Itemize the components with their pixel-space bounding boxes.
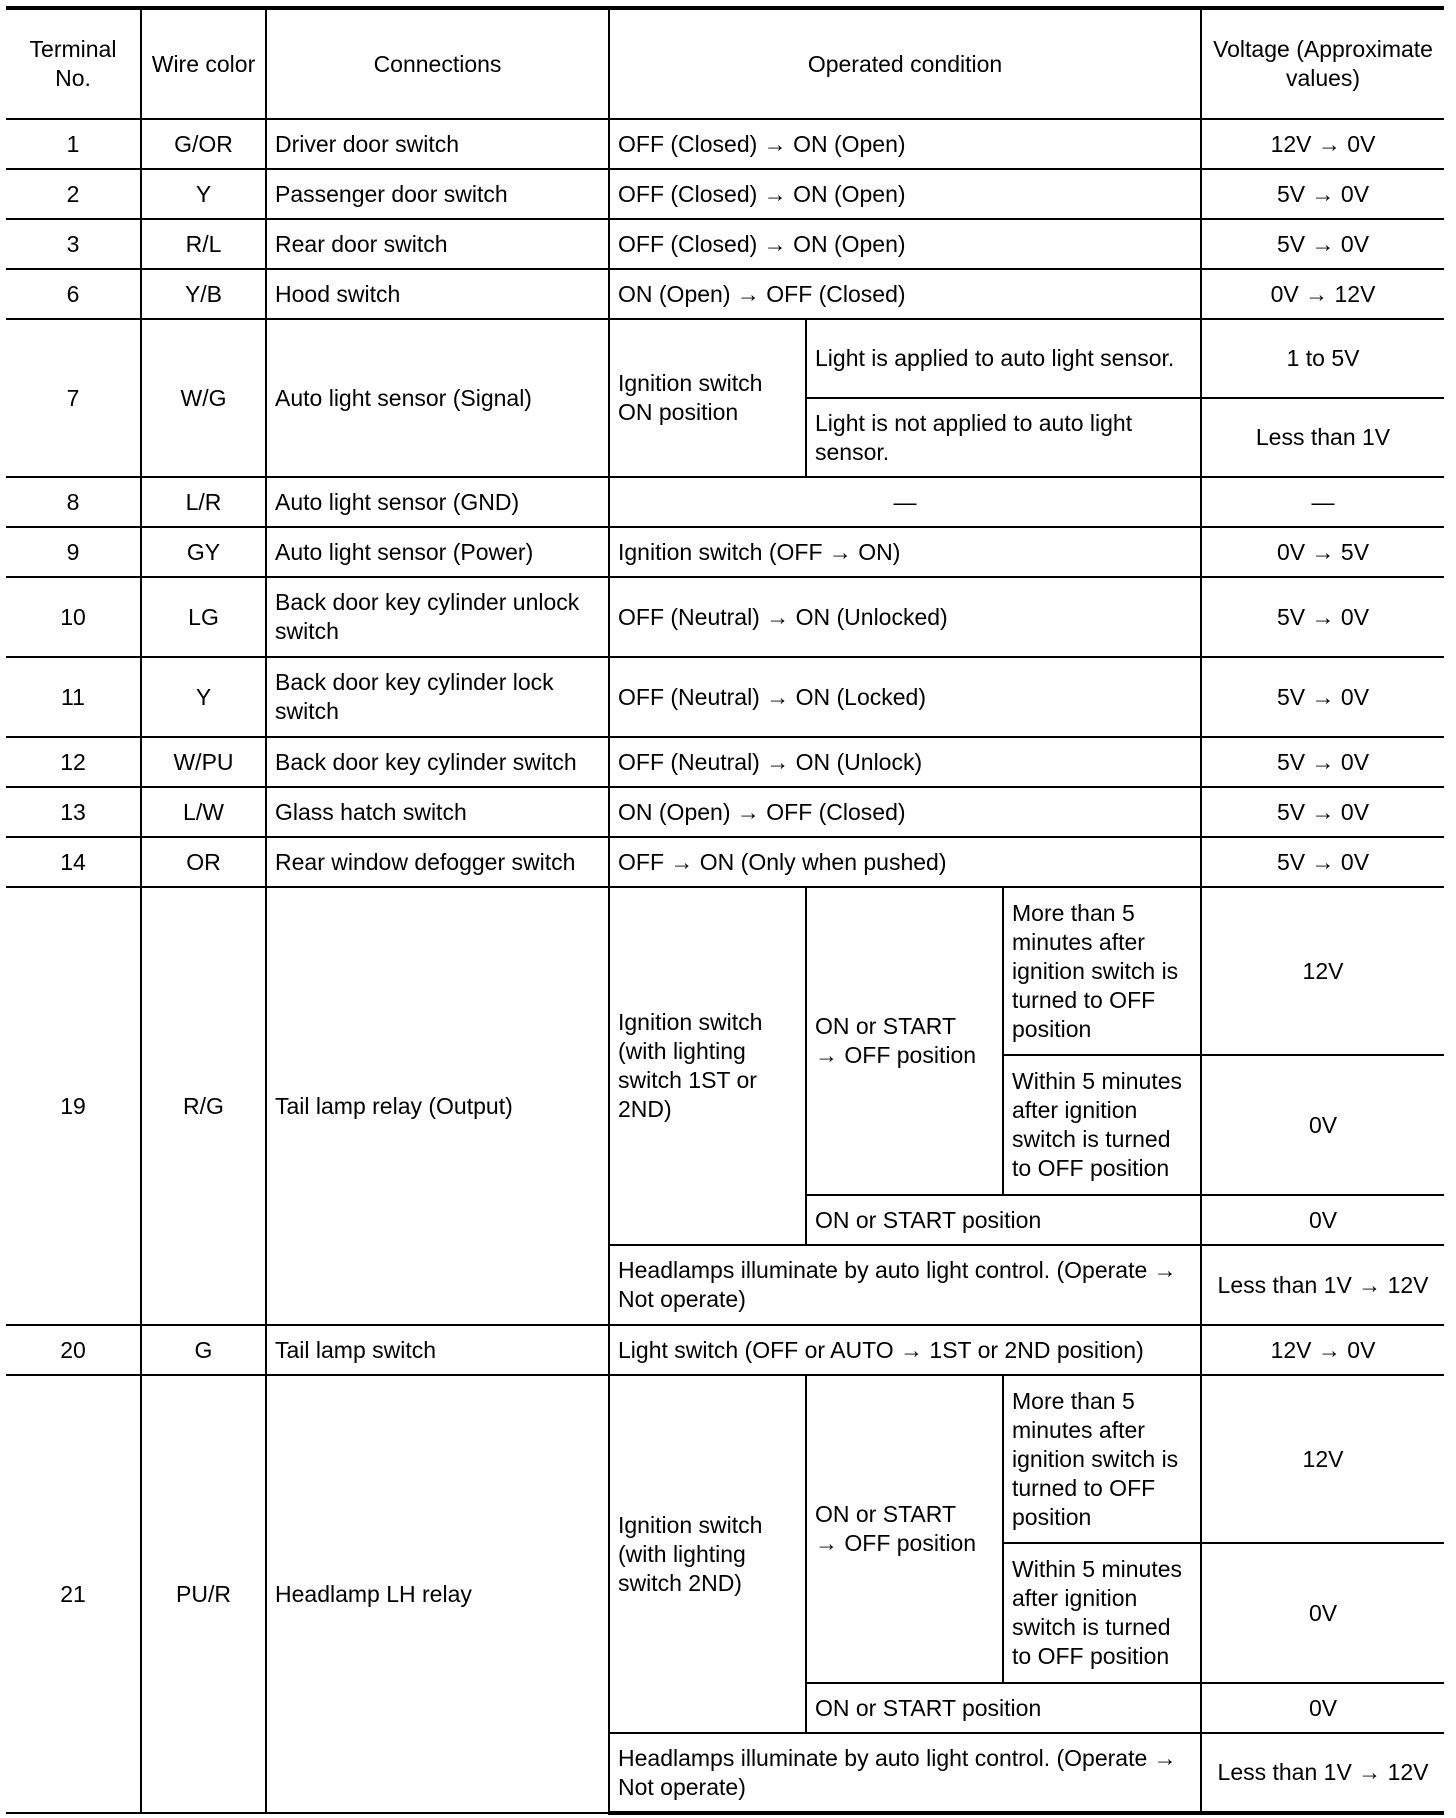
table-row (6, 887, 1444, 1055)
connection-cell: Back door key cylinder unlock switch (266, 577, 609, 657)
voltage-cell: 0V → 12V (1201, 269, 1444, 319)
terminal-cell: 7 (6, 319, 141, 477)
table-row (6, 737, 1444, 787)
wire-color-cell: L/W (141, 787, 266, 837)
wire-color-cell: OR (141, 837, 266, 887)
within-5-min-cell: Within 5 minutes after ignition switch is turned to OFF position (1003, 1543, 1201, 1683)
voltage-cell: 0V (1201, 1543, 1444, 1683)
voltage-cell: 12V (1201, 1375, 1444, 1543)
voltage-cell: 5V → 0V (1201, 837, 1444, 887)
voltage-cell: — (1201, 477, 1444, 527)
connection-cell: Hood switch (266, 269, 609, 319)
terminal-cell: 20 (6, 1325, 141, 1375)
table-row (6, 219, 1444, 269)
terminal-cell: 14 (6, 837, 141, 887)
wire-color-cell: Y (141, 657, 266, 737)
sub-condition-cell: Light is not applied to auto light sensor. (806, 398, 1201, 477)
voltage-cell: 0V (1201, 1683, 1444, 1733)
wire-color-cell: W/G (141, 319, 266, 477)
terminal-cell: 13 (6, 787, 141, 837)
condition-cell: Ignition switch (OFF → ON) (609, 527, 1201, 577)
voltage-cell: 5V → 0V (1201, 577, 1444, 657)
voltage-cell: 0V (1201, 1055, 1444, 1195)
connection-cell: Rear door switch (266, 219, 609, 269)
more-than-5-min-cell: More than 5 minutes after ignition switch is turned to OFF position (1003, 887, 1201, 1055)
connection-cell: Glass hatch switch (266, 787, 609, 837)
terminal-cell: 9 (6, 527, 141, 577)
header-connections: Connections (266, 8, 609, 119)
header-terminal: Terminal No. (6, 8, 141, 119)
within-5-min-cell: Within 5 minutes after ignition switch is turned to OFF position (1003, 1055, 1201, 1195)
more-than-5-min-cell: More than 5 minutes after ignition switch is turned to OFF position (1003, 1375, 1201, 1543)
voltage-cell: 5V → 0V (1201, 219, 1444, 269)
terminal-cell: 10 (6, 577, 141, 657)
on-start-position-cell: ON or START position (806, 1683, 1201, 1733)
connection-cell: Passenger door switch (266, 169, 609, 219)
voltage-cell: 1 to 5V (1201, 319, 1444, 398)
condition-cell: OFF (Closed) → ON (Open) (609, 219, 1201, 269)
connection-cell: Tail lamp switch (266, 1325, 609, 1375)
connection-cell: Auto light sensor (GND) (266, 477, 609, 527)
connection-cell: Back door key cylinder lock switch (266, 657, 609, 737)
voltage-cell: Less than 1V → 12V (1201, 1245, 1444, 1325)
wire-color-cell: Y/B (141, 269, 266, 319)
voltage-cell: 5V → 0V (1201, 737, 1444, 787)
table-row (6, 269, 1444, 319)
terminal-cell: 2 (6, 169, 141, 219)
table-row (6, 1325, 1444, 1375)
table-row (6, 527, 1444, 577)
wire-color-cell: Y (141, 169, 266, 219)
terminal-cell: 11 (6, 657, 141, 737)
condition-cell: OFF (Neutral) → ON (Unlocked) (609, 577, 1201, 657)
header-wire-color: Wire color (141, 8, 266, 119)
condition-cell: OFF (Neutral) → ON (Locked) (609, 657, 1201, 737)
voltage-cell: 5V → 0V (1201, 169, 1444, 219)
on-start-off-cell: ON or START → OFF position (806, 887, 1003, 1195)
connection-cell: Driver door switch (266, 119, 609, 169)
wire-color-cell: G (141, 1325, 266, 1375)
voltage-cell: 0V → 5V (1201, 527, 1444, 577)
on-start-position-cell: ON or START position (806, 1195, 1201, 1245)
table-row (6, 1375, 1444, 1543)
ignition-condition-cell: Ignition switch (with lighting switch 2ND) (609, 1375, 806, 1733)
wire-color-cell: PU/R (141, 1375, 266, 1813)
voltage-cell: 12V → 0V (1201, 119, 1444, 169)
condition-cell: ON (Open) → OFF (Closed) (609, 269, 1201, 319)
terminal-cell: 21 (6, 1375, 141, 1813)
voltage-cell: 5V → 0V (1201, 657, 1444, 737)
voltage-cell: 12V (1201, 887, 1444, 1055)
sub-condition-cell: Light is applied to auto light sensor. (806, 319, 1201, 398)
connection-cell: Tail lamp relay (Output) (266, 887, 609, 1325)
wire-color-cell: W/PU (141, 737, 266, 787)
condition-cell: OFF (Neutral) → ON (Unlock) (609, 737, 1201, 787)
voltage-cell: Less than 1V (1201, 398, 1444, 477)
header-operated-condition: Operated condition (609, 8, 1201, 119)
terminal-cell: 8 (6, 477, 141, 527)
condition-cell: OFF → ON (Only when pushed) (609, 837, 1201, 887)
wire-color-cell: R/L (141, 219, 266, 269)
auto-light-cell: Headlamps illuminate by auto light control. (Operate → Not operate) (609, 1245, 1201, 1325)
table-row (6, 119, 1444, 169)
wire-color-cell: LG (141, 577, 266, 657)
header-row (6, 8, 1444, 119)
connection-cell: Auto light sensor (Power) (266, 527, 609, 577)
table-row (6, 577, 1444, 657)
table-row (6, 319, 1444, 398)
voltage-cell: 5V → 0V (1201, 787, 1444, 837)
terminal-cell: 3 (6, 219, 141, 269)
table-row (6, 657, 1444, 737)
connection-cell: Headlamp LH relay (266, 1375, 609, 1813)
connection-cell: Back door key cylinder switch (266, 737, 609, 787)
condition-cell: Light switch (OFF or AUTO → 1ST or 2ND position) (609, 1325, 1201, 1375)
wire-color-cell: L/R (141, 477, 266, 527)
header-voltage: Voltage (Approximate values) (1201, 8, 1444, 119)
table-row (6, 477, 1444, 527)
table-row (6, 169, 1444, 219)
table-row (6, 787, 1444, 837)
voltage-cell: 0V (1201, 1195, 1444, 1245)
wire-color-cell: R/G (141, 887, 266, 1325)
voltage-cell: 12V → 0V (1201, 1325, 1444, 1375)
terminal-cell: 1 (6, 119, 141, 169)
wire-color-cell: G/OR (141, 119, 266, 169)
terminal-cell: 6 (6, 269, 141, 319)
table-row (6, 837, 1444, 887)
voltage-cell: Less than 1V → 12V (1201, 1733, 1444, 1813)
ignition-condition-cell: Ignition switch (with lighting switch 1ST or 2ND) (609, 887, 806, 1245)
terminal-cell: 19 (6, 887, 141, 1325)
connection-cell: Rear window defogger switch (266, 837, 609, 887)
condition-cell: Ignition switch ON position (609, 319, 806, 477)
condition-cell: OFF (Closed) → ON (Open) (609, 169, 1201, 219)
connection-cell: Auto light sensor (Signal) (266, 319, 609, 477)
auto-light-cell: Headlamps illuminate by auto light control. (Operate → Not operate) (609, 1733, 1201, 1813)
on-start-off-cell: ON or START → OFF position (806, 1375, 1003, 1683)
condition-cell: ON (Open) → OFF (Closed) (609, 787, 1201, 837)
condition-cell: OFF (Closed) → ON (Open) (609, 119, 1201, 169)
terminal-cell: 12 (6, 737, 141, 787)
wire-color-cell: GY (141, 527, 266, 577)
terminal-voltage-table (6, 6, 1444, 1815)
condition-cell: — (609, 477, 1201, 527)
